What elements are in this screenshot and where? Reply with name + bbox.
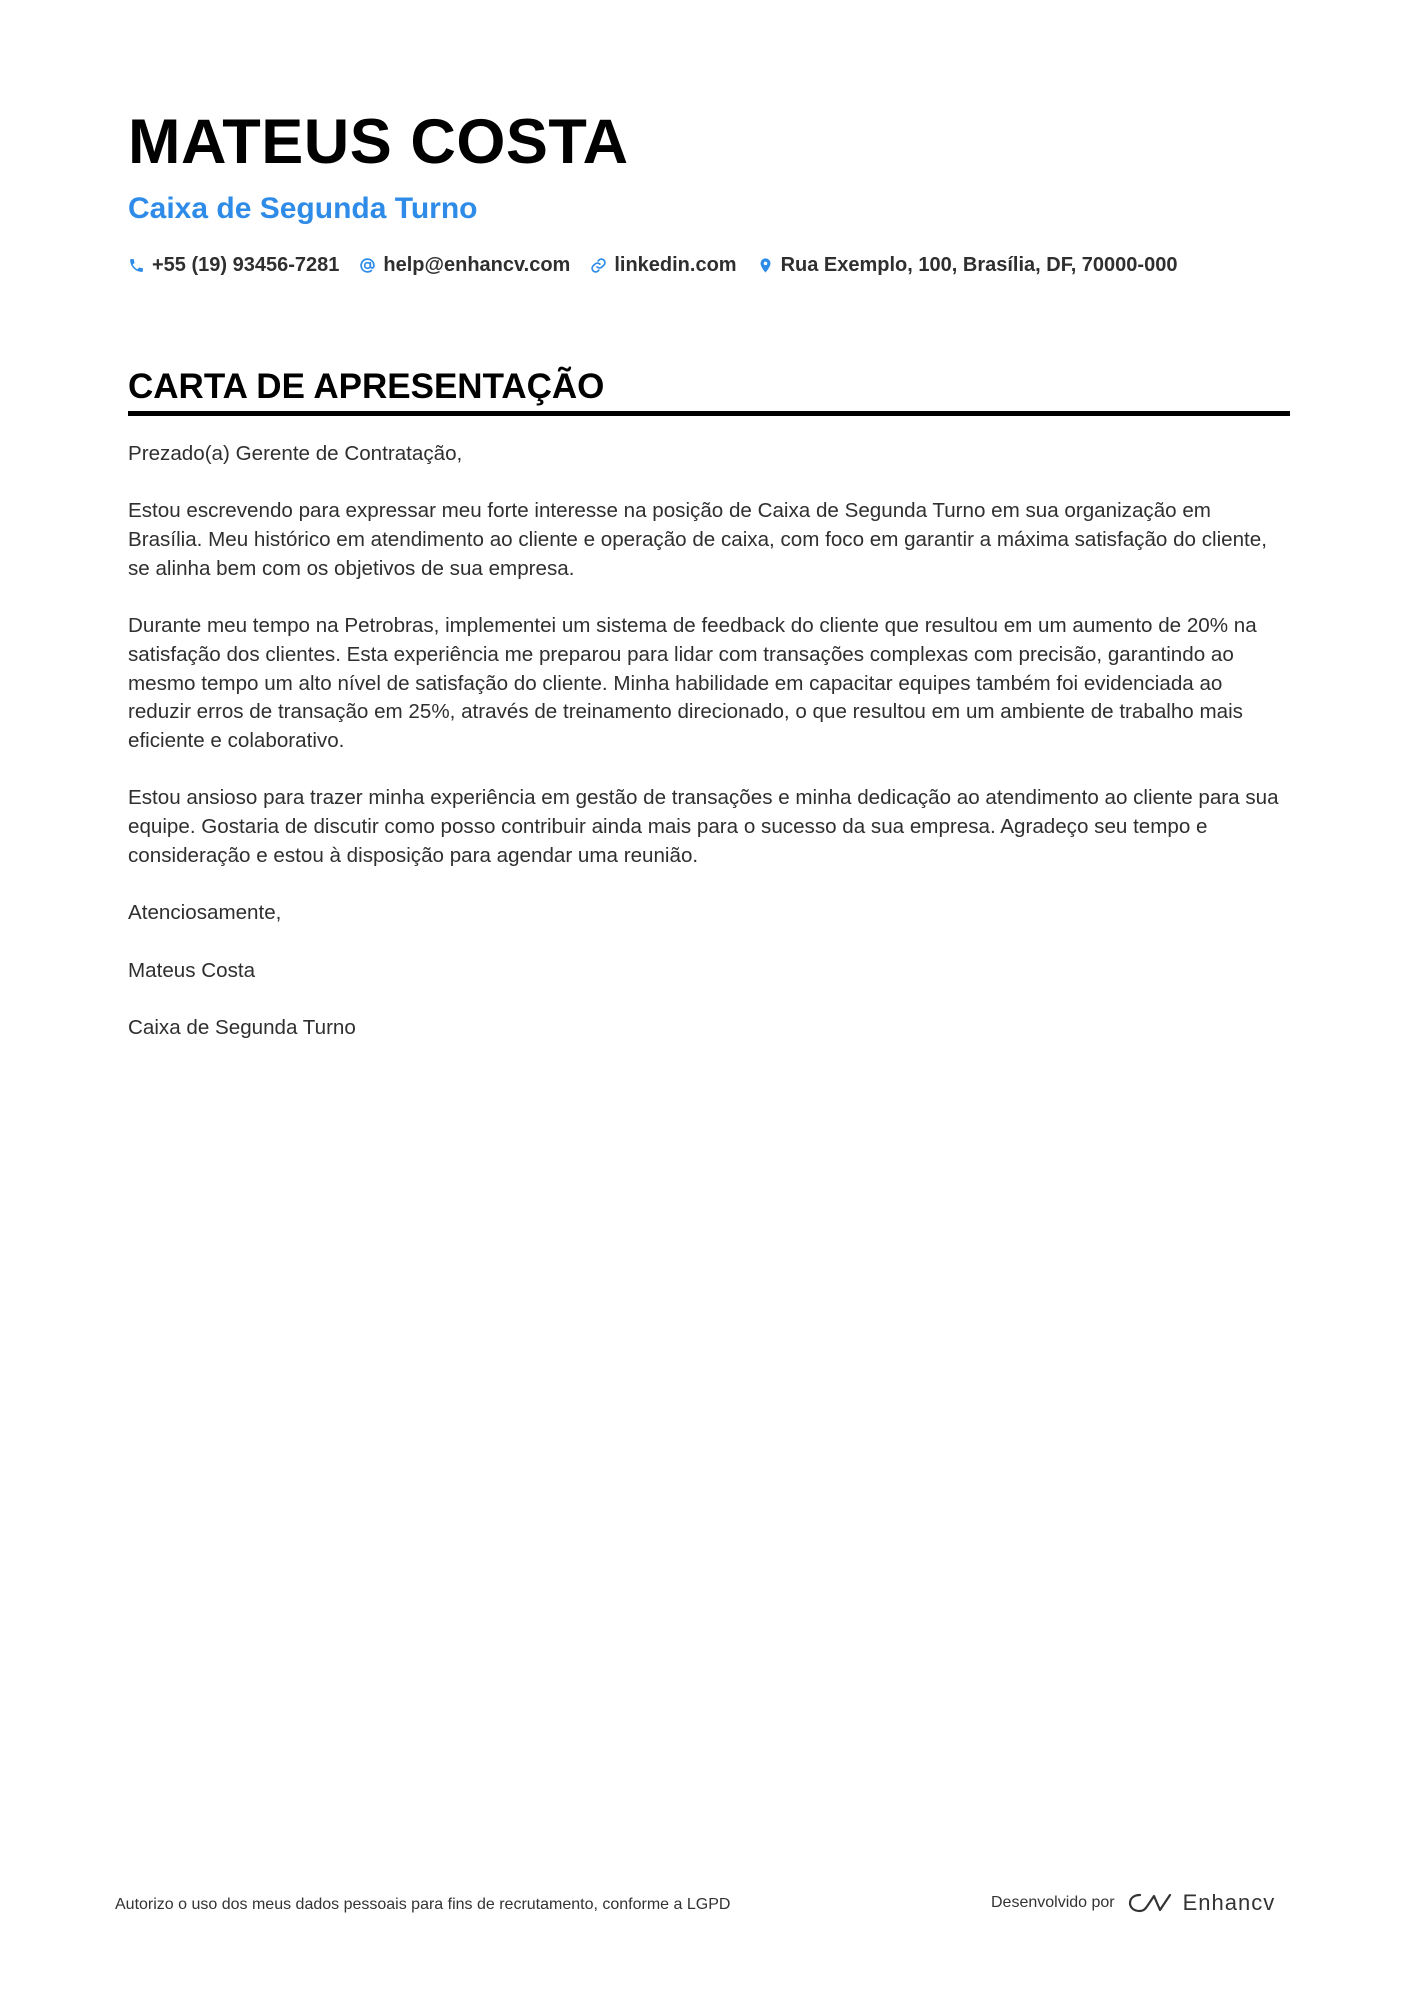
letter-body — [128, 440, 1290, 1071]
signature-title: Caixa de Segunda Turno — [128, 1015, 356, 1039]
letter-closing: Atenciosamente, — [128, 901, 282, 925]
letter-greeting: Prezado(a) Gerente de Contratação, — [128, 442, 463, 465]
phone-icon — [128, 257, 145, 274]
phone-text: +55 (19) 93456-7281 — [152, 254, 340, 276]
contact-linkedin[interactable] — [590, 254, 736, 277]
contact-bar — [128, 254, 1197, 277]
consent-note: Autorizo o uso dos meus dados pessoais para fins de recrutamento, conforme a LGPD — [115, 1896, 731, 1913]
at-icon — [359, 257, 376, 274]
section-title: CARTA DE APRESENTAÇÃO — [128, 368, 1290, 416]
link-icon — [590, 257, 607, 274]
enhancv-logo — [1127, 1890, 1276, 1916]
linkedin-text: linkedin.com — [614, 254, 737, 276]
job-title: Caixa de Segunda Turno — [128, 192, 478, 225]
contact-address — [757, 254, 1178, 277]
powered-by[interactable] — [991, 1890, 1275, 1916]
contact-email[interactable] — [359, 254, 570, 277]
letter-paragraph: Durante meu tempo na Petrobras, implementei um sistema de feedback do cliente que resultou em um aumento de 20% na satisfação dos clientes. Esta experiência me preparou para lidar com transações complexas com precisão, garantindo ao mesmo tempo um alto nível de satisfação do cliente. Minha habilidade em capacitar equipes também foi evidenciada ao reduzir erros de transação em 25%, através de treinamento direcionado, o que resultou em um ambiente de trabalho mais eficiente e colaborativo. — [128, 614, 1257, 752]
contact-phone[interactable] — [128, 254, 339, 277]
signature-name: Mateus Costa — [128, 958, 256, 982]
location-pin-icon — [757, 257, 774, 274]
letter-paragraph: Estou ansioso para trazer minha experiência em gestão de transações e minha dedicação ao atendimento ao cliente para sua equipe. Gostaria de discutir como posso contribuir ainda mais para o sucesso da sua empresa. Agradeço seu tempo e consideração e estou à disposição para agendar uma reunião. — [128, 786, 1279, 867]
brand-name: Enhancv — [1182, 1890, 1276, 1915]
email-text: help@enhancv.com — [383, 254, 571, 276]
powered-by-label: Desenvolvido por — [991, 1894, 1115, 1911]
enhancv-logo-icon — [1127, 1890, 1173, 1916]
letter-paragraph: Estou escrevendo para expressar meu forte interesse na posição de Caixa de Segunda Turno em sua organização em Brasília. Meu histórico em atendimento ao cliente e operação de caixa, com foco em garantir a máxima satisfação do cliente, se alinha bem com os objetivos de sua empresa. — [128, 499, 1267, 580]
candidate-name: MATEUS COSTA — [128, 107, 629, 177]
address-text: Rua Exemplo, 100, Brasília, DF, 70000-000 — [780, 254, 1178, 276]
